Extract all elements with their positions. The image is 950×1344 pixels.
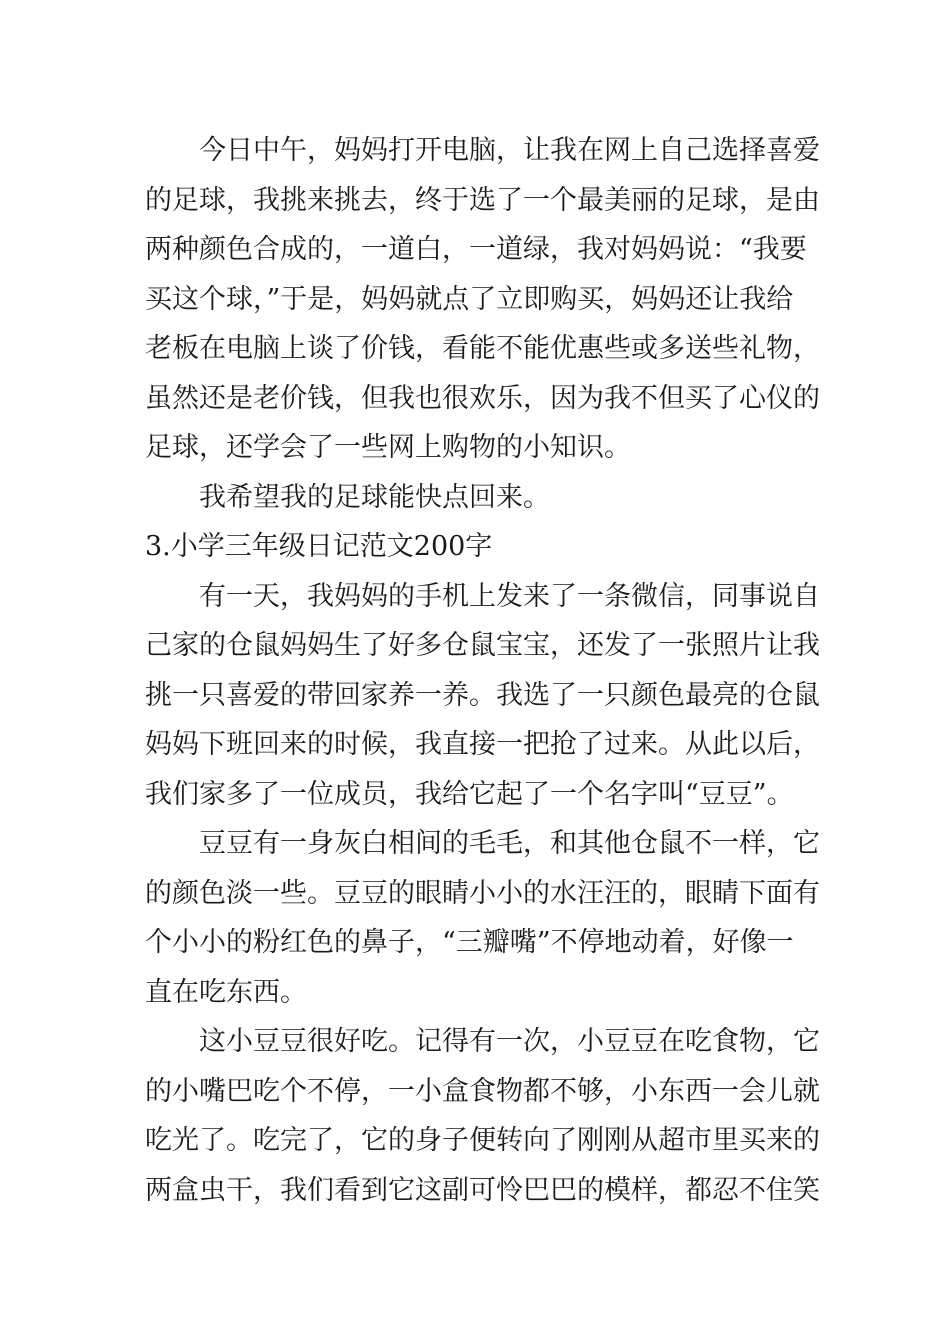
text-line: 老板在电脑上谈了价钱，看能不能优惠些或多送些礼物， xyxy=(145,333,820,364)
text-line: 足球，还学会了一些网上购物的小知识。 xyxy=(145,432,631,463)
text-line: 豆豆有一身灰白相间的毛毛，和其他仓鼠不一样，它 xyxy=(199,828,820,859)
paragraph-hope xyxy=(145,473,810,523)
text-line: 吃光了。吃完了，它的身子便转向了刚刚从超市里买来的 xyxy=(145,1125,820,1156)
section-heading xyxy=(145,522,810,572)
heading-text: 3.小学三年级日记范文200字 xyxy=(145,531,493,562)
paragraph-hamster-looks xyxy=(145,819,820,1017)
text-line: 直在吃东西。 xyxy=(145,976,307,1008)
paragraph-hamster-intro xyxy=(145,572,820,820)
paragraph-football xyxy=(145,126,820,473)
text-line: 的颜色淡一些。豆豆的眼睛小小的水汪汪的，眼睛下面有 xyxy=(145,877,820,909)
text-line: 己家的仓鼠妈妈生了好多仓鼠宝宝，还发了一张照片让我 xyxy=(145,630,820,661)
text-line: 这小豆豆很好吃。记得有一次，小豆豆在吃食物，它 xyxy=(199,1026,820,1057)
text-line: 今日中午，妈妈打开电脑，让我在网上自己选择喜爱 xyxy=(199,135,820,166)
text-line: 虽然还是老价钱，但我也很欢乐，因为我不但买了心仪的 xyxy=(145,382,820,414)
text-line: 我们家多了一位成员，我给它起了一个名字叫“豆豆”。 xyxy=(145,778,794,810)
text-line: 两盒虫干，我们看到它这副可怜巴巴的模样，都忍不住笑 xyxy=(145,1174,820,1206)
text-line: 我希望我的足球能快点回来。 xyxy=(199,481,550,513)
document-body xyxy=(145,126,820,1215)
paragraph-hamster-eating xyxy=(145,1017,820,1215)
text-line: 个小小的粉红色的鼻子，“三瓣嘴”不停地动着，好像一 xyxy=(145,927,794,958)
text-line: 有一天，我妈妈的手机上发来了一条微信，同事说自 xyxy=(199,580,820,612)
text-line: 的小嘴巴吃个不停，一小盒食物都不够，小东西一会儿就 xyxy=(145,1075,820,1107)
text-line: 妈妈下班回来的时候，我直接一把抢了过来。从此以后， xyxy=(145,729,820,760)
text-line: 挑一只喜爱的带回家养一养。我选了一只颜色最亮的仓鼠 xyxy=(145,679,820,711)
text-line: 两种颜色合成的，一道白，一道绿，我对妈妈说：“我要 xyxy=(145,234,807,265)
text-line: 的足球，我挑来挑去，终于选了一个最美丽的足球，是由 xyxy=(145,184,820,216)
text-line: 买这个球，”于是，妈妈就点了立即购买，妈妈还让我给 xyxy=(145,283,794,315)
